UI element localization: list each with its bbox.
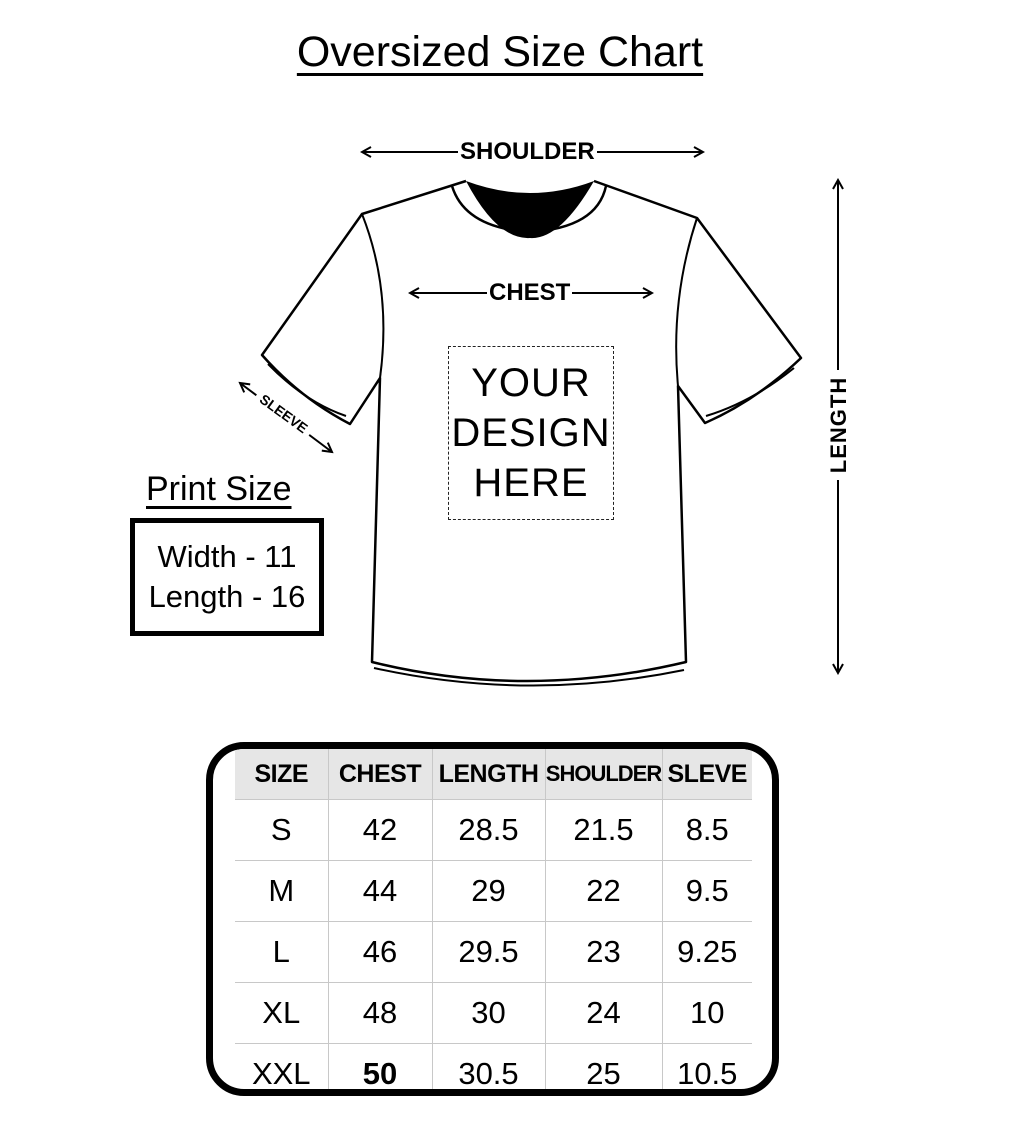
cell-length: 30.5 xyxy=(432,1044,545,1097)
cell-size: M xyxy=(235,861,328,922)
cell-sleeve: 9.25 xyxy=(662,922,752,983)
print-width: Width - 11 xyxy=(157,539,297,574)
cell-sleeve: 10 xyxy=(662,983,752,1044)
header-length: LENGTH xyxy=(432,749,545,800)
cell-size: L xyxy=(235,922,328,983)
header-shoulder: SHOULDER xyxy=(545,749,662,800)
size-table xyxy=(235,749,752,1096)
design-line: DESIGN xyxy=(451,411,611,455)
table-row xyxy=(235,983,752,1044)
cell-size: XL xyxy=(235,983,328,1044)
cell-length: 29 xyxy=(432,861,545,922)
header-chest: CHEST xyxy=(328,749,432,800)
header-sleeve: SLEVE xyxy=(662,749,752,800)
cell-length: 30 xyxy=(432,983,545,1044)
design-line: YOUR xyxy=(471,361,591,405)
print-length: Length - 16 xyxy=(148,579,306,614)
cell-shoulder: 24 xyxy=(545,983,662,1044)
sleeve-label: SLEEVE xyxy=(256,390,311,437)
cell-sleeve: 10.5 xyxy=(662,1044,752,1097)
cell-shoulder: 22 xyxy=(545,861,662,922)
table-header-row xyxy=(235,749,752,800)
cell-length: 28.5 xyxy=(432,800,545,861)
table-row xyxy=(235,1044,752,1097)
cell-chest: 46 xyxy=(328,922,432,983)
cell-length: 29.5 xyxy=(432,922,545,983)
print-size-box xyxy=(130,518,324,636)
header-size: SIZE xyxy=(235,749,328,800)
chest-label: CHEST xyxy=(489,279,571,306)
print-size-title: Print Size xyxy=(146,470,292,508)
page-title: Oversized Size Chart xyxy=(296,28,704,76)
design-line: HERE xyxy=(473,461,589,505)
cell-chest: 50 xyxy=(328,1044,432,1097)
length-label: LENGTH xyxy=(826,376,851,474)
cell-sleeve: 8.5 xyxy=(662,800,752,861)
cell-chest: 48 xyxy=(328,983,432,1044)
cell-size: XXL xyxy=(235,1044,328,1097)
cell-shoulder: 23 xyxy=(545,922,662,983)
table-row xyxy=(235,800,752,861)
cell-shoulder: 21.5 xyxy=(545,800,662,861)
cell-chest: 44 xyxy=(328,861,432,922)
table-row xyxy=(235,922,752,983)
table-row xyxy=(235,861,752,922)
cell-sleeve: 9.5 xyxy=(662,861,752,922)
size-table-frame xyxy=(206,742,779,1096)
design-placeholder xyxy=(448,346,614,520)
shoulder-label: SHOULDER xyxy=(460,138,595,165)
cell-chest: 42 xyxy=(328,800,432,861)
tshirt-collar xyxy=(466,181,594,238)
cell-size: S xyxy=(235,800,328,861)
cell-shoulder: 25 xyxy=(545,1044,662,1097)
